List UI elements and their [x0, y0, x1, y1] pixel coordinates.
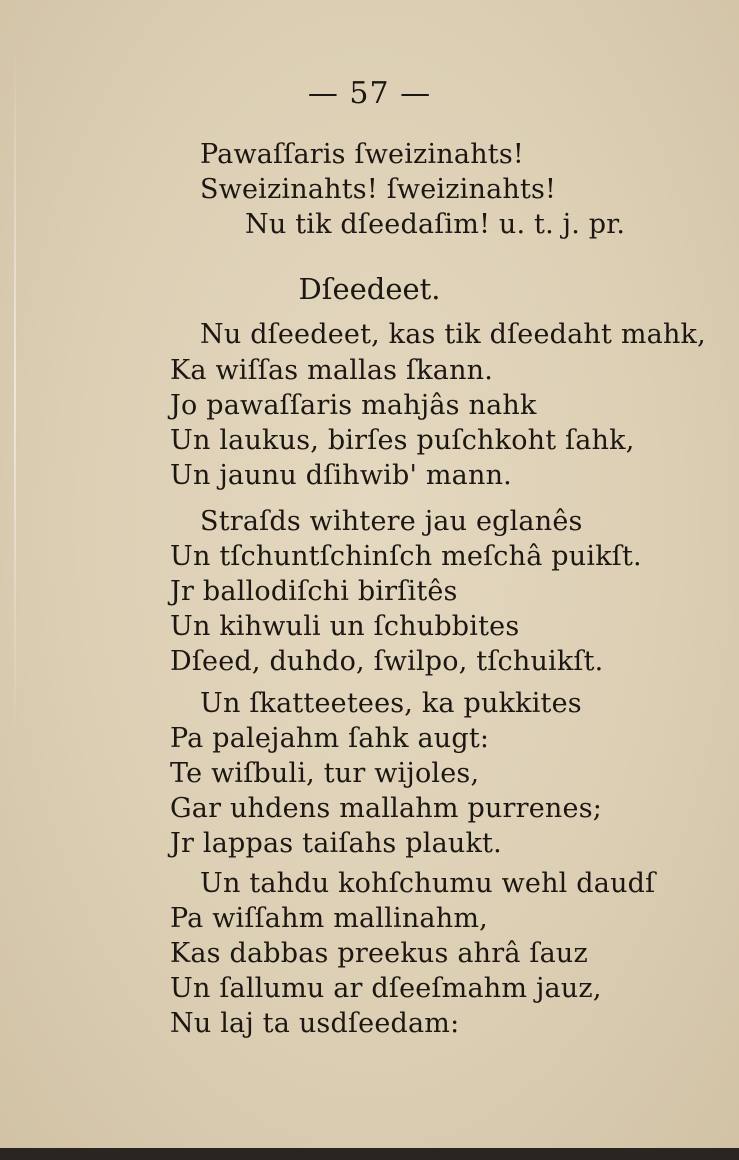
poem-line: Jo pawaſſaris mahjâs nahk — [170, 390, 537, 421]
poem-line: Te wiſbuli, tur wijoles, — [170, 758, 480, 789]
poem-line: Un laukus, birſes puſchkoht ſahk, — [170, 425, 635, 456]
poem-line: Un kihwuli un ſchubbites — [170, 611, 520, 642]
poem-line: Gar uhdens mallahm purrenes; — [170, 793, 603, 824]
poem-title: Dſeedeet. — [298, 272, 441, 306]
poem-line: Straſds wihtere jau eglanês — [200, 506, 583, 537]
poem-line: Nu laj ta usdſeedam: — [170, 1008, 460, 1039]
page-fold-line — [14, 40, 16, 740]
intro-line: Nu tik dſeedaſim! u. t. j. pr. — [245, 209, 626, 240]
poem-line: Un jaunu dſihwib' mann. — [170, 460, 512, 491]
poem-line: Un ſkatteetees, ka pukkites — [200, 688, 582, 719]
poem-line: Nu dſeedeet, kas tik dſeedaht mahk, — [200, 319, 706, 350]
page-number: — 57 — — [307, 76, 432, 111]
poem-line: Un tahdu kohſchumu wehl daudſ — [200, 868, 656, 899]
poem-line: Jr lappas taiſahs plaukt. — [170, 828, 502, 859]
poem-line: Kas dabbas preekus ahrâ ſauz — [170, 938, 588, 969]
poem-line: Dſeed, duhdo, ſwilpo, tſchuikſt. — [170, 646, 604, 677]
poem-line: Un ſallumu ar dſeeſmahm jauz, — [170, 973, 602, 1004]
poem-line: Pa palejahm ſahk augt: — [170, 723, 490, 754]
intro-line: Pawaſſaris ſweizinahts! — [200, 139, 524, 170]
poem-line: Ka wiſſas mallas ſkann. — [170, 355, 494, 386]
poem-line: Un tſchuntſchinſch meſchâ puikſt. — [170, 541, 642, 572]
scan-bottom-edge — [0, 1148, 739, 1160]
poem-line: Pa wiſſahm mallinahm, — [170, 903, 488, 934]
poem-line: Jr ballodiſchi birſitês — [170, 576, 458, 607]
intro-line: Sweizinahts! ſweizinahts! — [200, 174, 557, 205]
